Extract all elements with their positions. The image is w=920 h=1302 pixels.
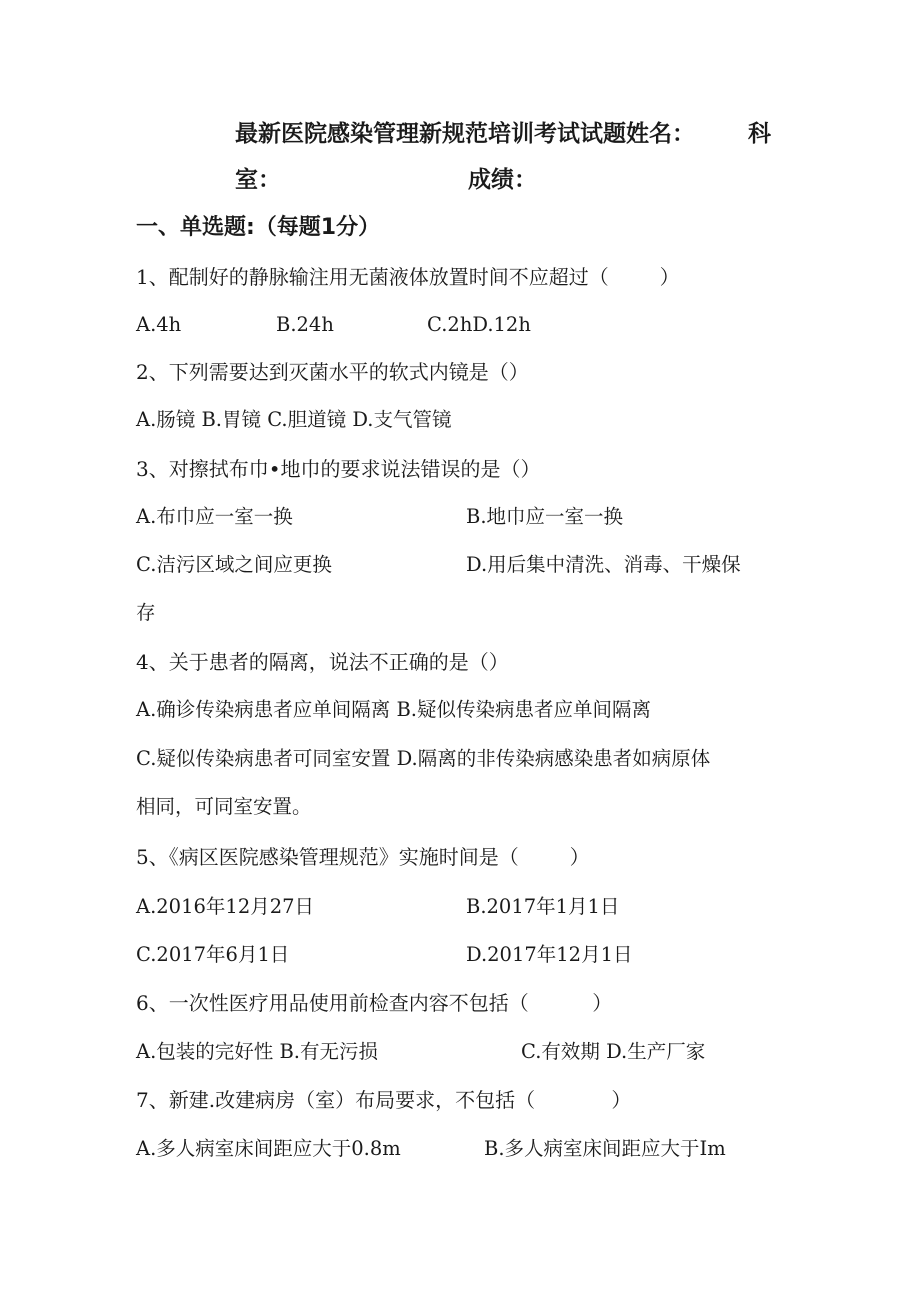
question-3-option-d-cont: 存: [136, 601, 156, 624]
question-6-options-ab: A.包装的完好性 B.有无污损: [136, 1040, 379, 1063]
question-3-option-c: C.洁污区域之间应更换: [136, 553, 332, 576]
question-7-stem: 7、新建.改建病房（室）布局要求，不包括（ ）: [136, 1088, 632, 1112]
question-5-option-b: B.2017年1月1日: [466, 895, 620, 918]
question-5-option-c: C.2017年6月1日: [136, 943, 290, 966]
department-label-part2: 室：: [235, 167, 281, 193]
department-label-part1: 科: [748, 121, 771, 147]
question-3-option-a: A.布巾应一室一换: [136, 505, 293, 528]
question-7-option-a: A.多人病室床间距应大于0.8m: [136, 1137, 401, 1160]
question-1-option-b: B.24h: [276, 313, 334, 336]
exam-title: 最新医院感染管理新规范培训考试试题姓名：: [235, 121, 695, 147]
question-4-stem: 4、关于患者的隔离，说法不正确的是（）: [136, 650, 509, 674]
question-6-stem: 6、一次性医疗用品使用前检查内容不包括（ ）: [136, 991, 613, 1015]
question-7-option-b: B.多人病室床间距应大于Im: [484, 1137, 726, 1160]
question-2-options: A.肠镜 B.胃镜 C.胆道镜 D.支气管镜: [136, 408, 452, 431]
question-5-stem: 5、《病区医院感染管理规范》实施时间是（ ）: [136, 845, 590, 869]
question-4-options-ab: A.确诊传染病患者应单间隔离 B.疑似传染病患者应单间隔离: [136, 698, 652, 721]
question-5-option-a: A.2016年12月27日: [136, 895, 315, 918]
question-4-option-d-cont: 相同，可同室安置。: [136, 795, 312, 818]
section-heading: 一、单选题:（每题1分）: [136, 215, 381, 240]
question-6-options-cd: C.有效期 D.生产厂家: [521, 1040, 706, 1063]
question-1-option-cd: C.2hD.12h: [427, 313, 531, 336]
question-3-stem: 3、对擦拭布巾•地巾的要求说法错误的是（）: [136, 457, 541, 481]
question-1-option-a: A.4h: [136, 313, 182, 336]
question-3-option-d: D.用后集中清洗、消毒、干燥保: [466, 553, 741, 576]
question-4-options-cd: C.疑似传染病患者可同室安置 D.隔离的非传染病感染患者如病原体: [136, 747, 711, 770]
question-3-option-b: B.地巾应一室一换: [466, 505, 624, 528]
score-label: 成绩：: [468, 167, 537, 193]
question-1-stem: 1、配制好的静脉输注用无菌液体放置时间不应超过（ ）: [136, 265, 680, 289]
question-2-stem: 2、下列需要达到灭菌水平的软式内镜是（）: [136, 360, 529, 384]
question-5-option-d: D.2017年12月1日: [466, 943, 633, 966]
